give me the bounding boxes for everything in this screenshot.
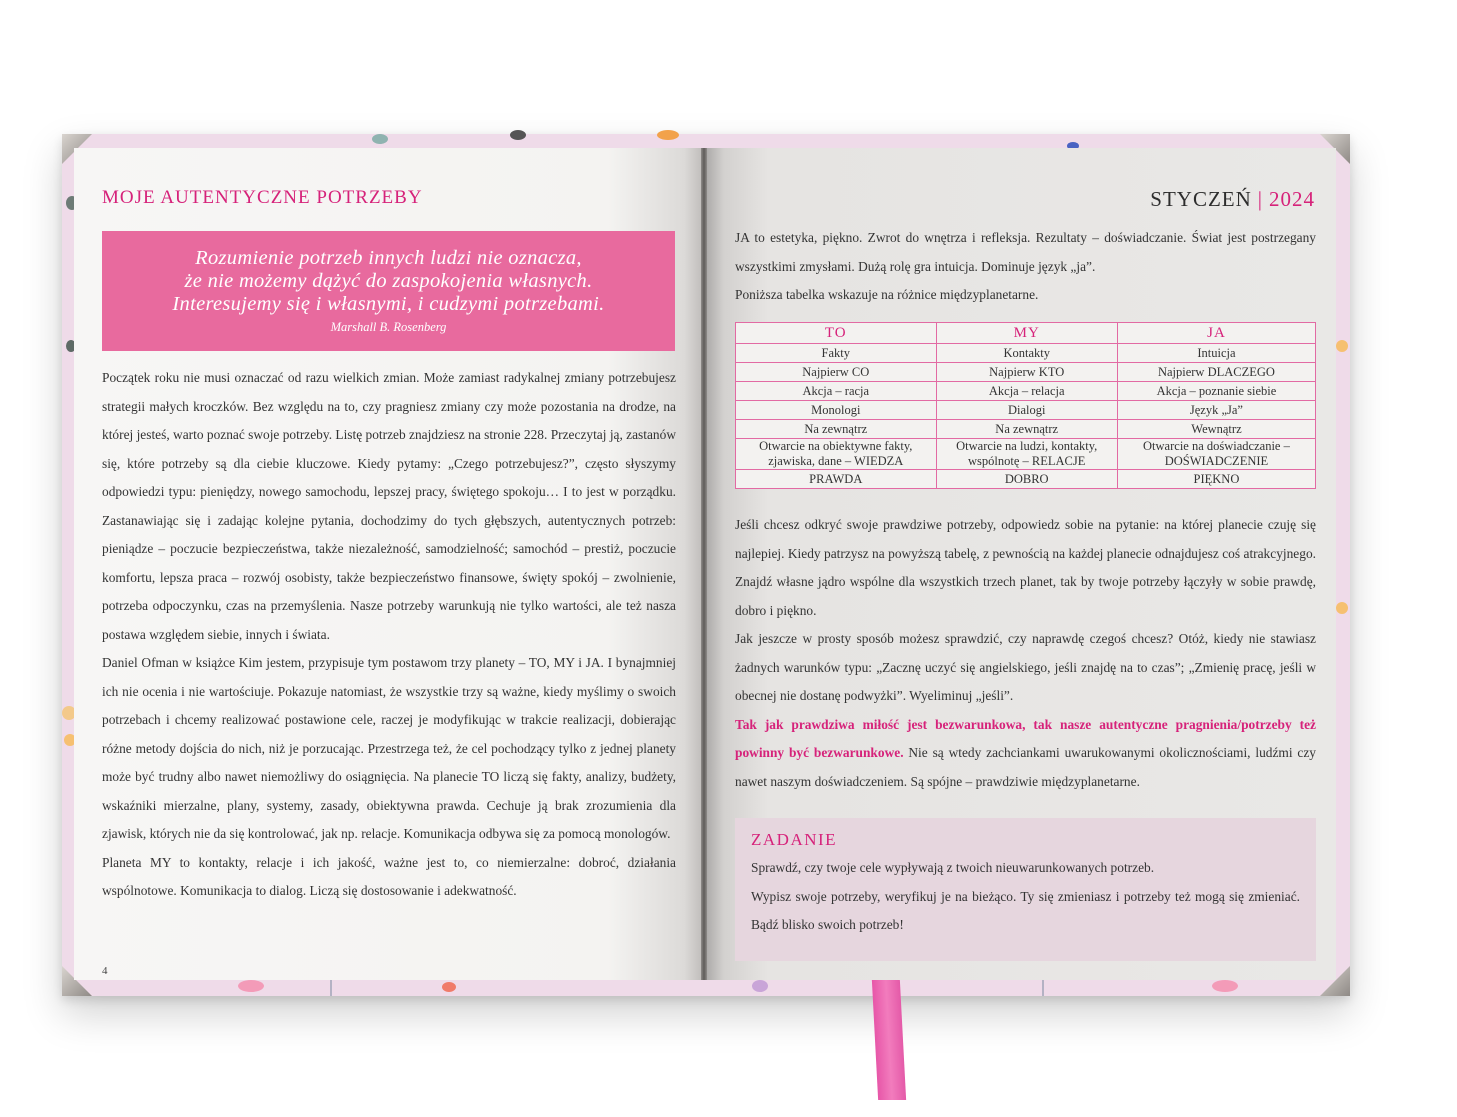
table-cell: Na zewnątrz <box>936 420 1117 439</box>
paragraph: Poniższa tabelka wskazuje na różnice międzyplanetarne. <box>735 287 1039 302</box>
table-cell: Kontakty <box>936 344 1117 363</box>
page-number: 4 <box>102 965 108 977</box>
table-cell: Najpierw CO <box>736 363 937 382</box>
planets-table <box>735 322 1316 489</box>
table-row <box>736 363 1316 382</box>
flower-decoration <box>752 980 768 992</box>
table-row <box>736 439 1316 470</box>
quote-author: Marshall B. Rosenberg <box>330 320 447 334</box>
flower-decoration <box>657 130 679 140</box>
flower-decoration <box>1336 602 1348 614</box>
table-cell: Akcja – poznanie siebie <box>1117 382 1315 401</box>
table-cell: Otwarcie na doświadczanie – DOŚWIADCZENIE <box>1117 439 1315 470</box>
left-body-text <box>102 364 676 906</box>
right-page-header <box>1150 187 1315 212</box>
flower-decoration <box>372 134 388 144</box>
column-header: MY <box>936 323 1117 344</box>
table-cell: Język „Ja” <box>1117 401 1315 420</box>
table-cell: Dialogi <box>936 401 1117 420</box>
table-cell: Fakty <box>736 344 937 363</box>
flower-decoration <box>238 980 264 992</box>
stem-decoration <box>330 978 332 996</box>
right-body-text <box>735 511 1316 796</box>
table-cell: Najpierw KTO <box>936 363 1117 382</box>
table-cell: DOBRO <box>936 470 1117 489</box>
table-row <box>736 470 1316 489</box>
paragraph: Początek roku nie musi oznaczać od razu wielkich zmian. Może zamiast radykalnej zmiany potrzebujesz strategii małych kroczków. Bez względu na to, czy pragniesz zmiany czy może pozostania na drodze, na której jesteś, warto poznać swoje potrzeby. Listę potrzeb znajdziesz na stronie 228. Przeczytaj ją, zastanów się, które potrzeby są dla ciebie kluczowe. Kiedy pytamy: „Czego potrzebujesz?”, często słyszymy odpowiedzi typu: pieniędzy, nowego samochodu, lepszej pracy, świętego spokoju… I to jest w porządku. Zastanawiając się i zadając kolejne pytania, dochodzimy do tych głębszych, autentycznych potrzeb: pieniądze – poczucie bezpieczeństwa, także niezależność, samodzielność; samochód – prestiż, poczucie komfortu, lepsza praca – rozwój osobisty, także bezpieczeństwo finansowe, święty spokój – zwolnienie, potrzeba odpoczynku, czas na przemyślenia. Nasze potrzeby warunkują nie tylko wartości, ale też nasza postawa względem siebie, innych i świata. <box>102 370 676 642</box>
quote-line: Rozumienie potrzeb innych ludzi nie oznacza, <box>195 247 582 269</box>
book-gutter <box>701 148 707 980</box>
task-box <box>735 818 1316 961</box>
paragraph: Jak jeszcze w prosty sposób możesz sprawdzić, czy naprawdę czegoś chcesz? Otóż, kiedy nie stawiasz żadnych warunków typu: „Zacznę uczyć się angielskiego, jeśli znajdę na to czas”; „Zmienię pracę, jeśli w obecnej nie dostanę podwyżki”. Wyeliminuj „jeśli”. <box>735 631 1316 703</box>
highlight-bold: Tak jak prawdziwa miłość jest bezwarunkowa, tak nasze autentyczne pragnienia/potrzeby też powinny być bezwarunkowe. <box>735 716 1316 760</box>
quote-box <box>102 231 675 351</box>
header-separator: | <box>1257 187 1263 211</box>
paragraph: JA to estetyka, piękno. Zwrot do wnętrza i refleksja. Rezultaty – doświadczanie. Świat jest postrzegany wszystkimi zmysłami. Dużą rolę gra intuicja. Dominuje język „ja”. <box>735 230 1316 274</box>
flower-decoration <box>510 130 526 140</box>
quote-line: że nie możemy dążyć do zaspokojenia własnych. <box>184 270 593 292</box>
flower-decoration <box>1336 340 1348 352</box>
table-cell: Akcja – racja <box>736 382 937 401</box>
month-label: STYCZEŃ <box>1150 187 1252 211</box>
table-cell: Intuicja <box>1117 344 1315 363</box>
stem-decoration <box>1042 978 1044 996</box>
table-cell: Otwarcie na obiektywne fakty, zjawiska, dane – WIEDZA <box>736 439 937 470</box>
column-header: JA <box>1117 323 1315 344</box>
flower-decoration <box>442 982 456 992</box>
table-row <box>736 420 1316 439</box>
bookmark-ribbon <box>872 980 906 1100</box>
table-row <box>736 344 1316 363</box>
flower-decoration <box>1212 980 1238 992</box>
year-label: 2024 <box>1269 187 1315 211</box>
paragraph: Planeta MY to kontakty, relacje i ich jakość, ważne jest to, co niemierzalne: dobroć, działania wspólnotowe. Komunikacja to dialog. Liczą się dostosowanie i adekwatność. <box>102 854 676 898</box>
paragraph: Jeśli chcesz odkryć swoje prawdziwe potrzeby, odpowiedz sobie na pytanie: na której planecie czuję się najlepiej. Kiedy patrzysz na powyższą tabelę, z pewnością na każdej planecie odnajdujesz coś atrakcyjnego. Znajdź własne jądro wspólne dla wszystkich trzech planet, tak by twoje potrzeby łączyły w sobie prawdę, dobro i piękno. <box>735 517 1316 618</box>
table-cell: Otwarcie na ludzi, kontakty, wspólnotę – RELACJE <box>936 439 1117 470</box>
task-line: Wypisz swoje potrzeby, weryfikuj je na bieżąco. Ty się zmieniasz i potrzeby też mogą się zmieniać. Bądź blisko swoich potrzeb! <box>751 888 1300 932</box>
table-cell: PIĘKNO <box>1117 470 1315 489</box>
highlight-rest: Nie są wtedy zachciankami uwarukowanymi okolicznościami, ludźmi czy nawet naszym doświadczeniem. Są spójne – prawdziwie międzyplanetarne. <box>735 745 1316 789</box>
paragraph: Daniel Ofman w książce Kim jestem, przypisuje tym postawom trzy planety – TO, MY i JA. I bynajmniej ich nie ocenia i nie wartościuje. Pokazuje natomiast, że wszystkie trzy są ważne, kiedy myślimy o swoich potrzebach i chcemy realizować postawione cele, raczej je modyfikując w trakcie realizacji, dobierając różne metody dojścia do nich, niż je porzucając. Przestrzega też, że cel pochodzący tylko z jednej planety może być trudny albo nawet niemożliwy do osiągnięcia. Na planecie TO liczą się fakty, analizy, budżety, wskaźniki mierzalne, plany, systemy, zasady, obiektywna prawda. Cechuje ją brak zrozumienia dla zjawisk, których nie da się kontrolować, jak np. relacje. Komunikacja odbywa się za pomocą monologów. <box>102 655 676 841</box>
left-page-title: MOJE AUTENTYCZNE POTRZEBY <box>102 187 423 208</box>
table-row <box>736 401 1316 420</box>
task-title: ZADANIE <box>751 830 838 849</box>
table-header-row <box>736 323 1316 344</box>
right-intro-text <box>735 224 1316 310</box>
table-cell: Akcja – relacja <box>936 382 1117 401</box>
highlight-paragraph <box>735 711 1316 797</box>
column-header: TO <box>736 323 937 344</box>
table-cell: Monologi <box>736 401 937 420</box>
table-cell: PRAWDA <box>736 470 937 489</box>
task-line: Sprawdź, czy twoje cele wypływają z twoich nieuwarunkowanych potrzeb. <box>751 860 1155 875</box>
table-cell: Wewnątrz <box>1117 420 1315 439</box>
quote-line: Interesujemy się i własnymi, i cudzymi potrzebami. <box>172 293 605 315</box>
table-row <box>736 382 1316 401</box>
table-cell: Najpierw DLACZEGO <box>1117 363 1315 382</box>
table-cell: Na zewnątrz <box>736 420 937 439</box>
